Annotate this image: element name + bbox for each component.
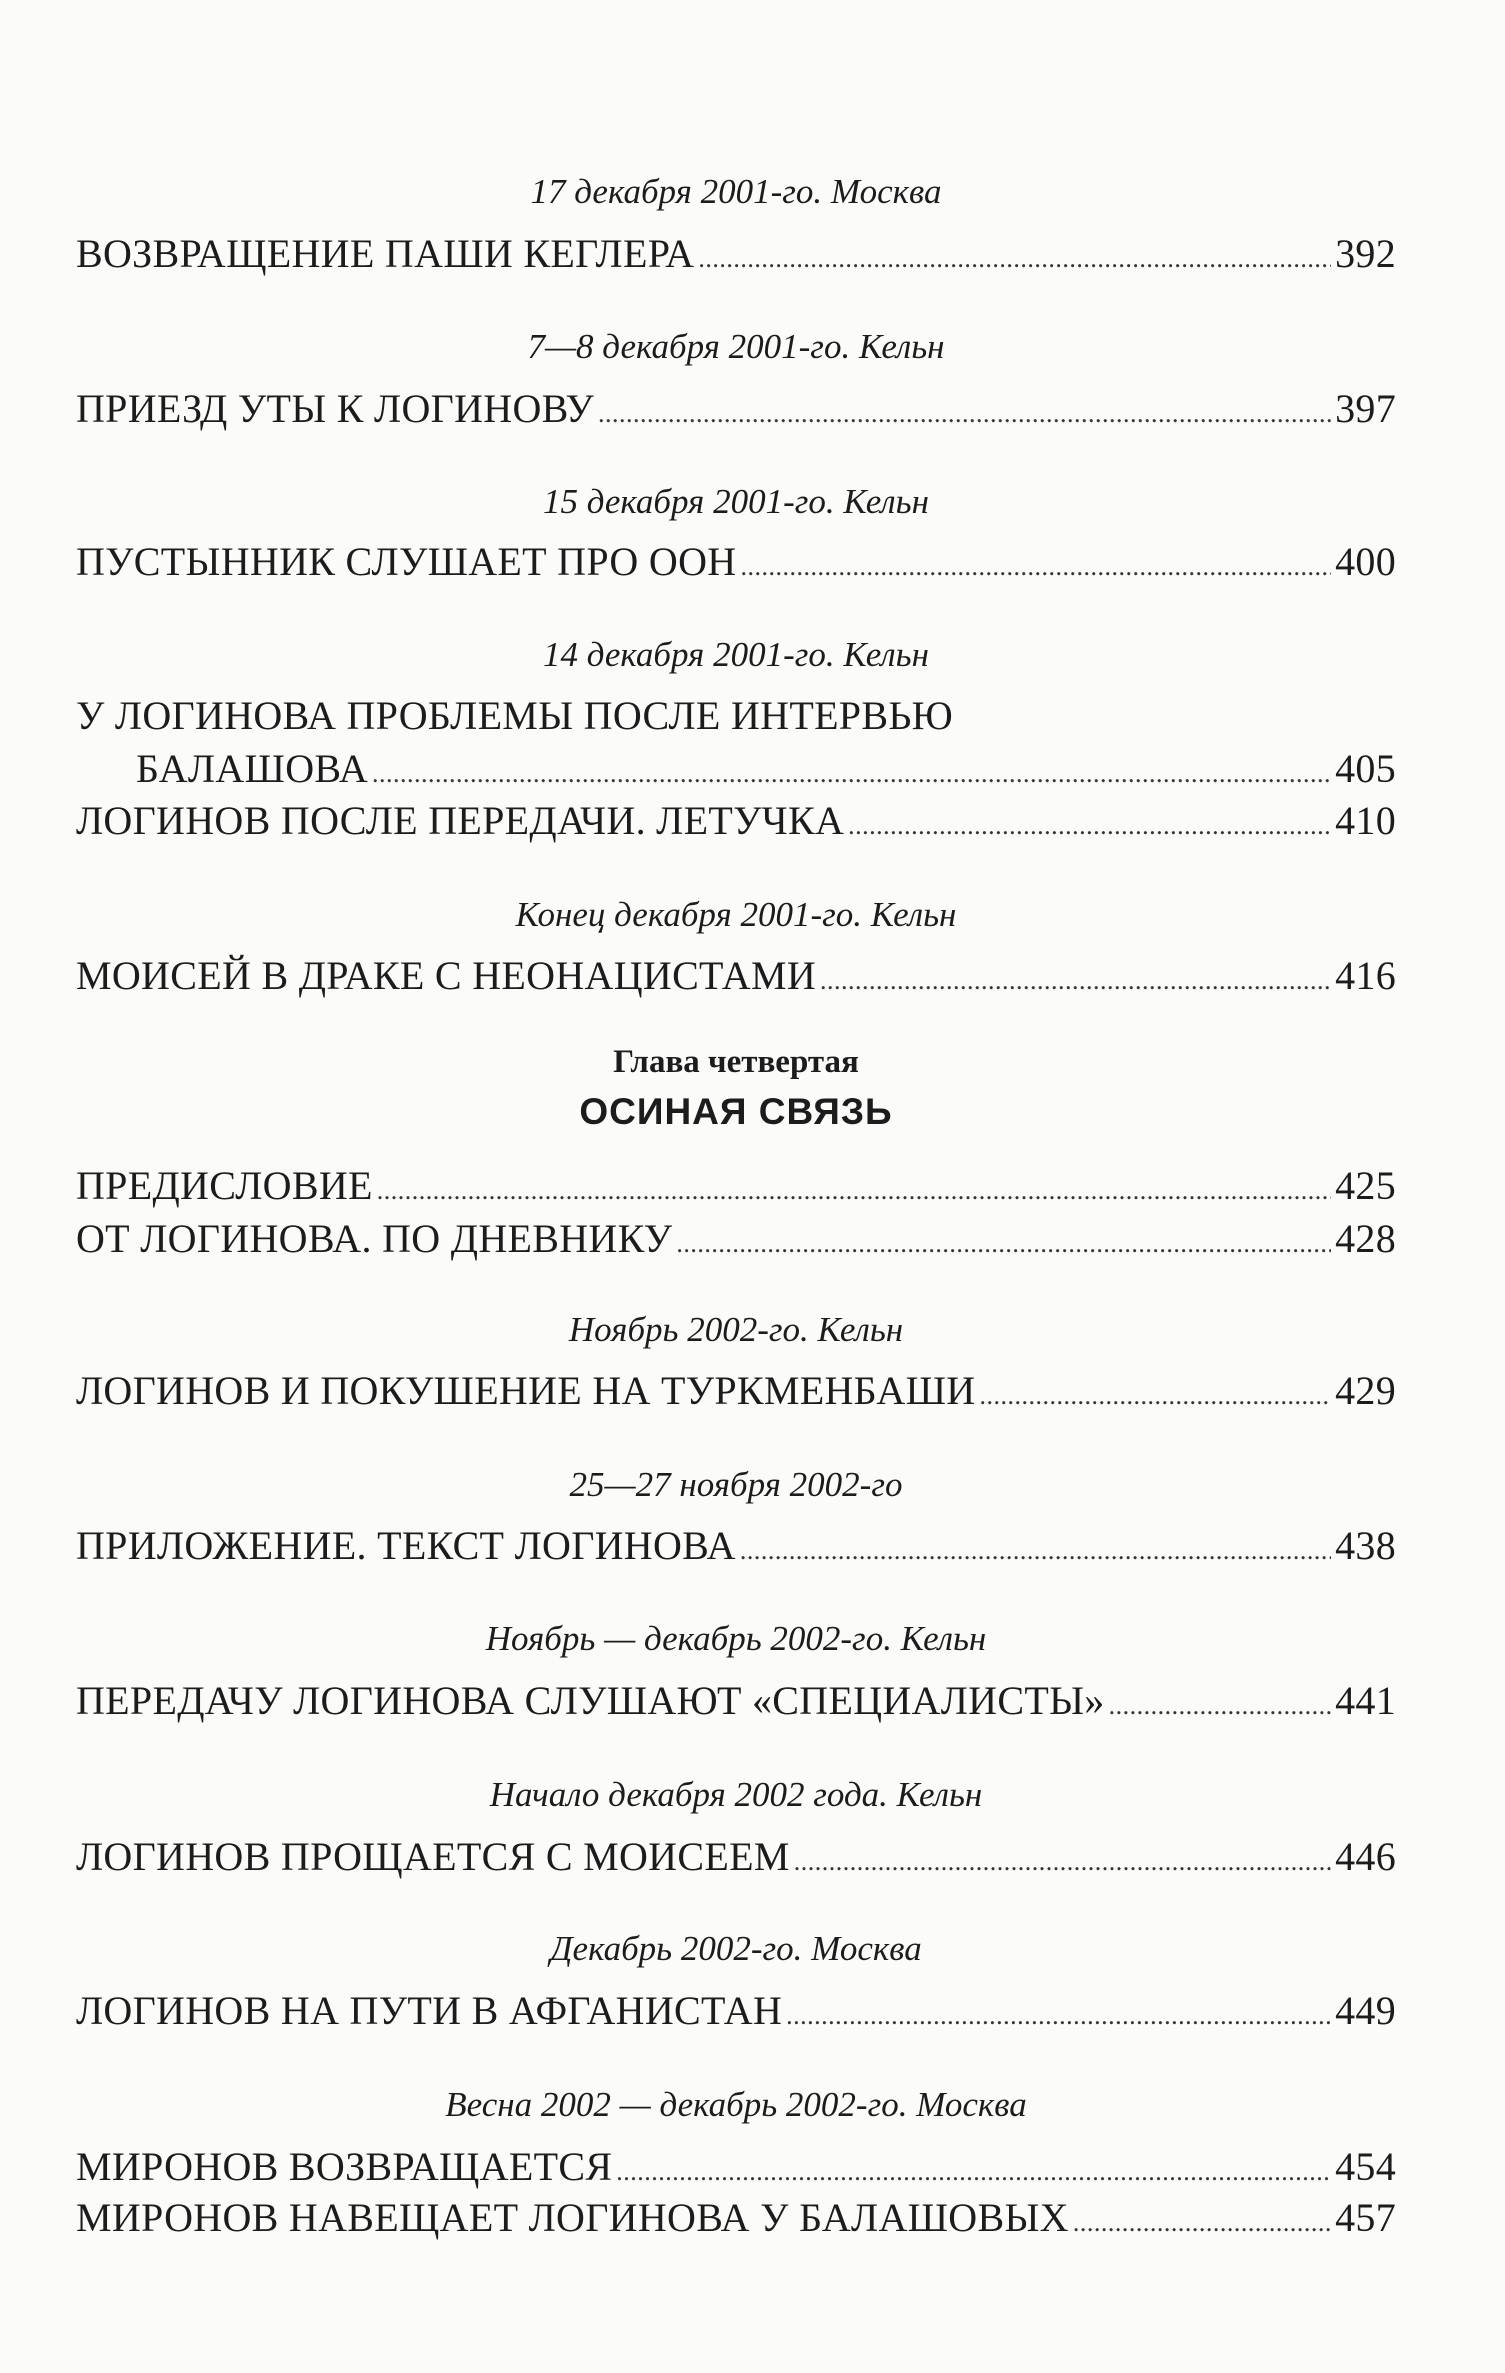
dot-leader	[786, 1985, 1331, 2042]
section-heading: 7—8 декабря 2001-го. Кельн	[527, 327, 945, 366]
section-heading: 25—27 ноября 2002-го	[569, 1465, 903, 1504]
section-heading: 14 декабря 2001-го. Кельн	[543, 635, 929, 674]
dot-leader	[1109, 1675, 1332, 1732]
entry-title: ОТ ЛОГИНОВА. ПО ДНЕВНИКУ	[76, 1216, 673, 1261]
entry-title-line1: У ЛОГИНОВА ПРОБЛЕМЫ ПОСЛЕ ИНТЕРВЬЮ	[76, 693, 954, 738]
toc-entry[interactable]	[76, 1160, 1396, 1217]
toc-entry[interactable]	[76, 2141, 1396, 2198]
toc-entry[interactable]	[76, 1831, 1396, 1888]
toc-entry[interactable]	[76, 1520, 1396, 1577]
entry-title: ЛОГИНОВ ПОСЛЕ ПЕРЕДАЧИ. ЛЕТУЧКА	[76, 798, 845, 843]
section-heading: Ноябрь — декабрь 2002-го. Кельн	[485, 1619, 987, 1658]
dot-leader	[372, 743, 1331, 800]
chapter-title: ОСИНАЯ СВЯЗЬ	[579, 1091, 893, 1132]
dot-leader	[377, 1160, 1331, 1217]
section-heading: Ноябрь 2002-го. Кельн	[568, 1310, 904, 1349]
entry-title: ЛОГИНОВ НА ПУТИ В АФГАНИСТАН	[76, 1988, 783, 2033]
entry-title: ПРЕДИСЛОВИЕ	[76, 1163, 373, 1208]
page-number: 392	[1335, 231, 1396, 276]
section-heading: Начало декабря 2002 года. Кельн	[489, 1775, 983, 1814]
dot-leader	[740, 536, 1331, 593]
entry-title: ЛОГИНОВ ПРОЩАЕТСЯ С МОИСЕЕМ	[76, 1834, 790, 1879]
page-number: 438	[1335, 1523, 1396, 1568]
toc-entry[interactable]	[76, 1985, 1396, 2042]
page-number: 449	[1335, 1988, 1396, 2033]
entry-title: ПРИЕЗД УТЫ К ЛОГИНОВУ	[76, 386, 594, 431]
entry-title: МИРОНОВ ВОЗВРАЩАЕТСЯ	[76, 2144, 613, 2189]
section-heading: 17 декабря 2001-го. Москва	[530, 172, 942, 211]
page-number: 454	[1335, 2144, 1396, 2189]
entry-title: БАЛАШОВА	[136, 746, 369, 791]
dot-leader	[598, 383, 1331, 440]
toc-entry[interactable]	[76, 1365, 1396, 1422]
toc-entry[interactable]	[76, 228, 1396, 285]
toc-entry[interactable]	[76, 1213, 1396, 1270]
toc-entry[interactable]	[76, 950, 1396, 1007]
page-number: 441	[1335, 1678, 1396, 1723]
page-number: 429	[1335, 1368, 1396, 1413]
entry-title: ПЕРЕДАЧУ ЛОГИНОВА СЛУШАЮТ «СПЕЦИАЛИСТЫ»	[76, 1678, 1105, 1723]
dot-leader	[1073, 2192, 1331, 2249]
section-heading: Декабрь 2002-го. Москва	[550, 1929, 922, 1968]
page-number: 425	[1335, 1163, 1396, 1208]
dot-leader	[848, 795, 1331, 852]
dot-leader	[740, 1520, 1331, 1577]
toc-entry[interactable]	[76, 536, 1396, 593]
toc-entry[interactable]	[76, 743, 1396, 800]
section-heading: 15 декабря 2001-го. Кельн	[543, 482, 929, 521]
toc-entry[interactable]	[76, 795, 1396, 852]
toc-entry[interactable]	[76, 2192, 1396, 2249]
entry-title: ВОЗВРАЩЕНИЕ ПАШИ КЕГЛЕРА	[76, 231, 695, 276]
toc-entry[interactable]	[76, 383, 1396, 440]
dot-leader	[794, 1831, 1331, 1888]
dot-leader	[820, 950, 1331, 1007]
page-number: 405	[1335, 746, 1396, 791]
entry-title: ЛОГИНОВ И ПОКУШЕНИЕ НА ТУРКМЕНБАШИ	[76, 1368, 976, 1413]
section-heading: Весна 2002 — декабрь 2002-го. Москва	[445, 2085, 1027, 2124]
page-number: 416	[1335, 953, 1396, 998]
chapter-label: Глава четвертая	[613, 1044, 859, 1080]
page-number: 410	[1335, 798, 1396, 843]
entry-title: МОИСЕЙ В ДРАКЕ С НЕОНАЦИСТАМИ	[76, 953, 817, 998]
page-number: 457	[1335, 2195, 1396, 2240]
entry-title: ПРИЛОЖЕНИЕ. ТЕКСТ ЛОГИНОВА	[76, 1523, 736, 1568]
page-number: 400	[1335, 539, 1396, 584]
dot-leader	[698, 228, 1331, 285]
page-number: 446	[1335, 1834, 1396, 1879]
entry-title: ПУСТЫННИК СЛУШАЕТ ПРО ООН	[76, 539, 737, 584]
page-number: 428	[1335, 1216, 1396, 1261]
entry-title: МИРОНОВ НАВЕЩАЕТ ЛОГИНОВА У БАЛАШОВЫХ	[76, 2195, 1069, 2240]
dot-leader	[979, 1365, 1331, 1422]
page-number: 397	[1335, 386, 1396, 431]
section-heading: Конец декабря 2001-го. Кельн	[515, 895, 957, 934]
dot-leader	[676, 1213, 1331, 1270]
dot-leader	[616, 2141, 1331, 2198]
toc-entry[interactable]	[76, 1675, 1396, 1732]
